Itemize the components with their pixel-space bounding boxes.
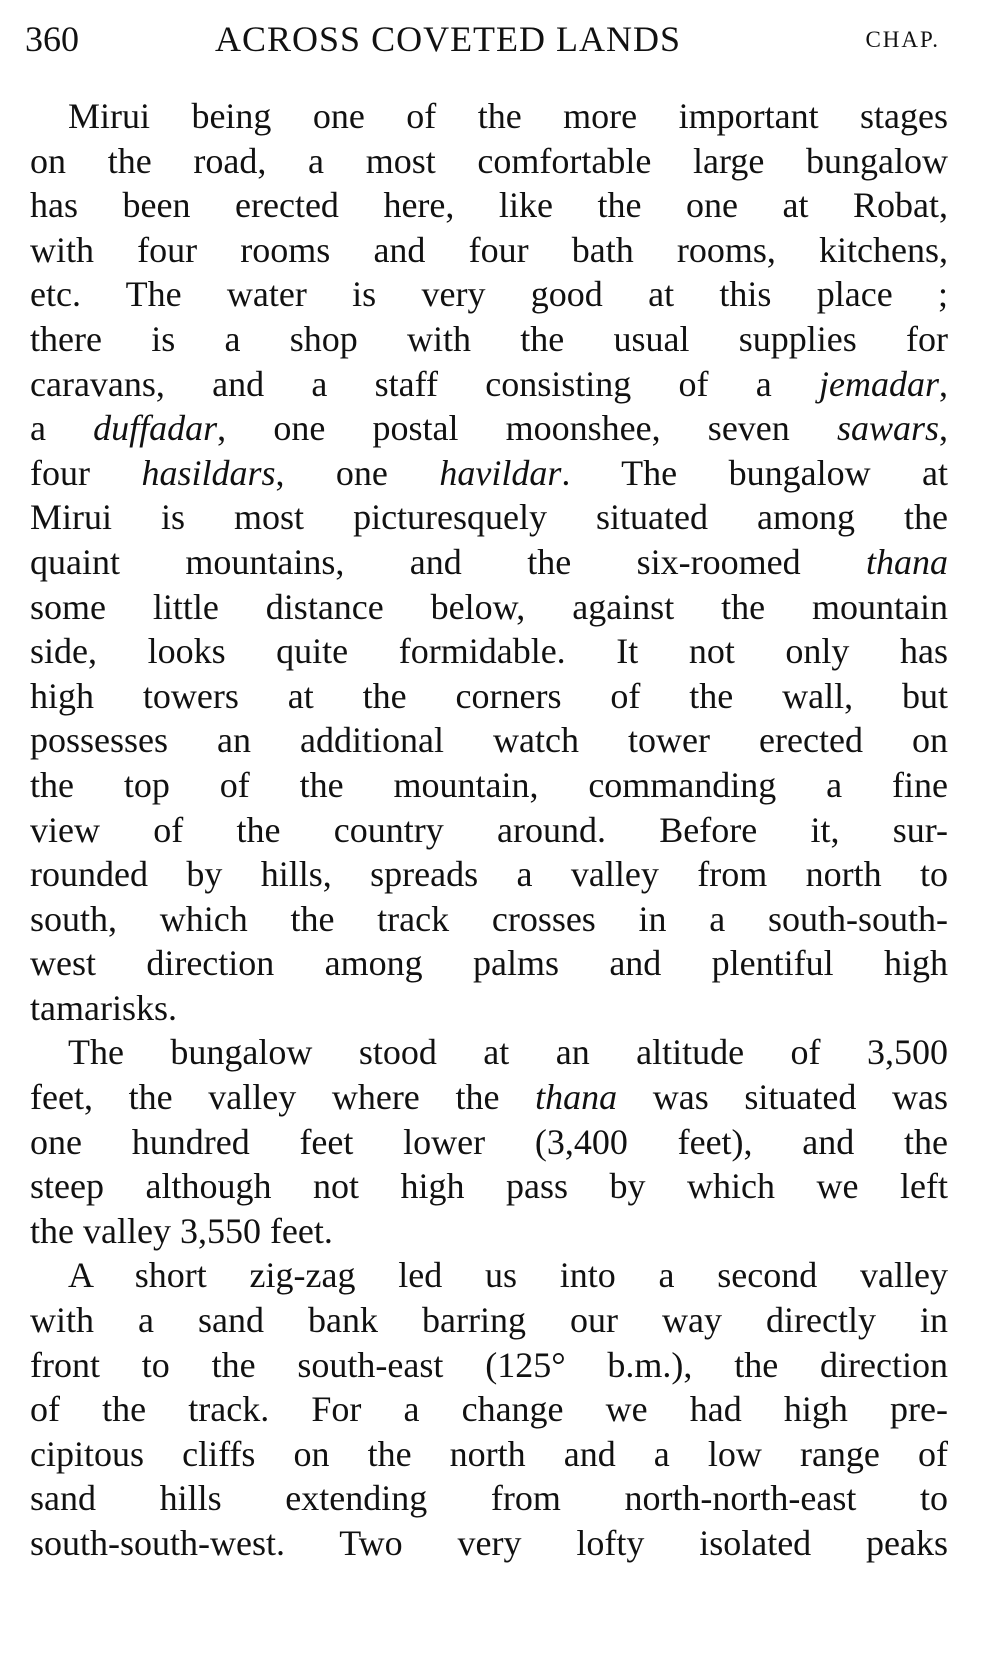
text-line: the top of the mountain, commanding a fine [30, 764, 948, 805]
text-line: of the track. For a change we had high pre- [30, 1389, 948, 1430]
text-line: caravans, and a staff consisting of a jemadar, [30, 363, 948, 404]
text-line: high towers at the corners of the wall, but [30, 675, 948, 716]
text-line: a duffadar, one postal moonshee, seven sawars, [30, 408, 948, 449]
text-line: steep although not high pass by which we left [30, 1166, 948, 1207]
book-title: ACROSS COVETED LANDS [215, 19, 682, 59]
text-line: quaint mountains, and the six-roomed thana [30, 541, 948, 582]
text-line: side, looks quite formidable. It not only has [30, 631, 948, 672]
text-line: south-south-west. Two very lofty isolated peaks [30, 1523, 948, 1563]
text-line: feet, the valley where the thana was situated was [30, 1077, 948, 1118]
text-line: Mirui being one of the more important stages [68, 96, 948, 136]
text-line: south, which the track crosses in a south-south- [30, 898, 948, 939]
text-line: front to the south-east (125° b.m.), the direction [30, 1344, 948, 1385]
text-line: view of the country around. Before it, sur- [30, 809, 948, 850]
text-line: The bungalow stood at an altitude of 3,500 [68, 1032, 948, 1073]
text-line: four hasildars, one havildar. The bungalow at [30, 452, 948, 493]
text-line: cipitous cliffs on the north and a low range of [30, 1433, 948, 1474]
text-line: there is a shop with the usual supplies for [30, 318, 948, 359]
chapter-label: CHAP. [865, 27, 940, 52]
text-line: with four rooms and four bath rooms, kitchens, [30, 229, 948, 270]
text-line: etc. The water is very good at this place ; [30, 274, 948, 315]
text-line: A short zig-zag led us into a second valley [68, 1255, 948, 1296]
text-line: with a sand bank barring our way directly in [30, 1300, 948, 1341]
text-line: tamarisks. [30, 987, 177, 1028]
running-head [25, 14, 940, 64]
text-line: Mirui is most picturesquely situated among the [30, 497, 948, 538]
text-line: sand hills extending from north-north-east to [30, 1478, 948, 1519]
page-number: 360 [25, 19, 79, 59]
text-line: rounded by hills, spreads a valley from north to [30, 854, 948, 895]
text-line: the valley 3,550 feet. [30, 1210, 333, 1251]
body-text [30, 94, 948, 1566]
text-line: possesses an additional watch tower erected on [30, 720, 948, 761]
text-line: west direction among palms and plentiful high [30, 943, 948, 984]
text-line: has been erected here, like the one at Robat, [30, 185, 948, 226]
text-line: on the road, a most comfortable large bungalow [30, 140, 948, 181]
text-line: some little distance below, against the mountain [30, 586, 948, 627]
text-line: one hundred feet lower (3,400 feet), and the [30, 1121, 948, 1162]
